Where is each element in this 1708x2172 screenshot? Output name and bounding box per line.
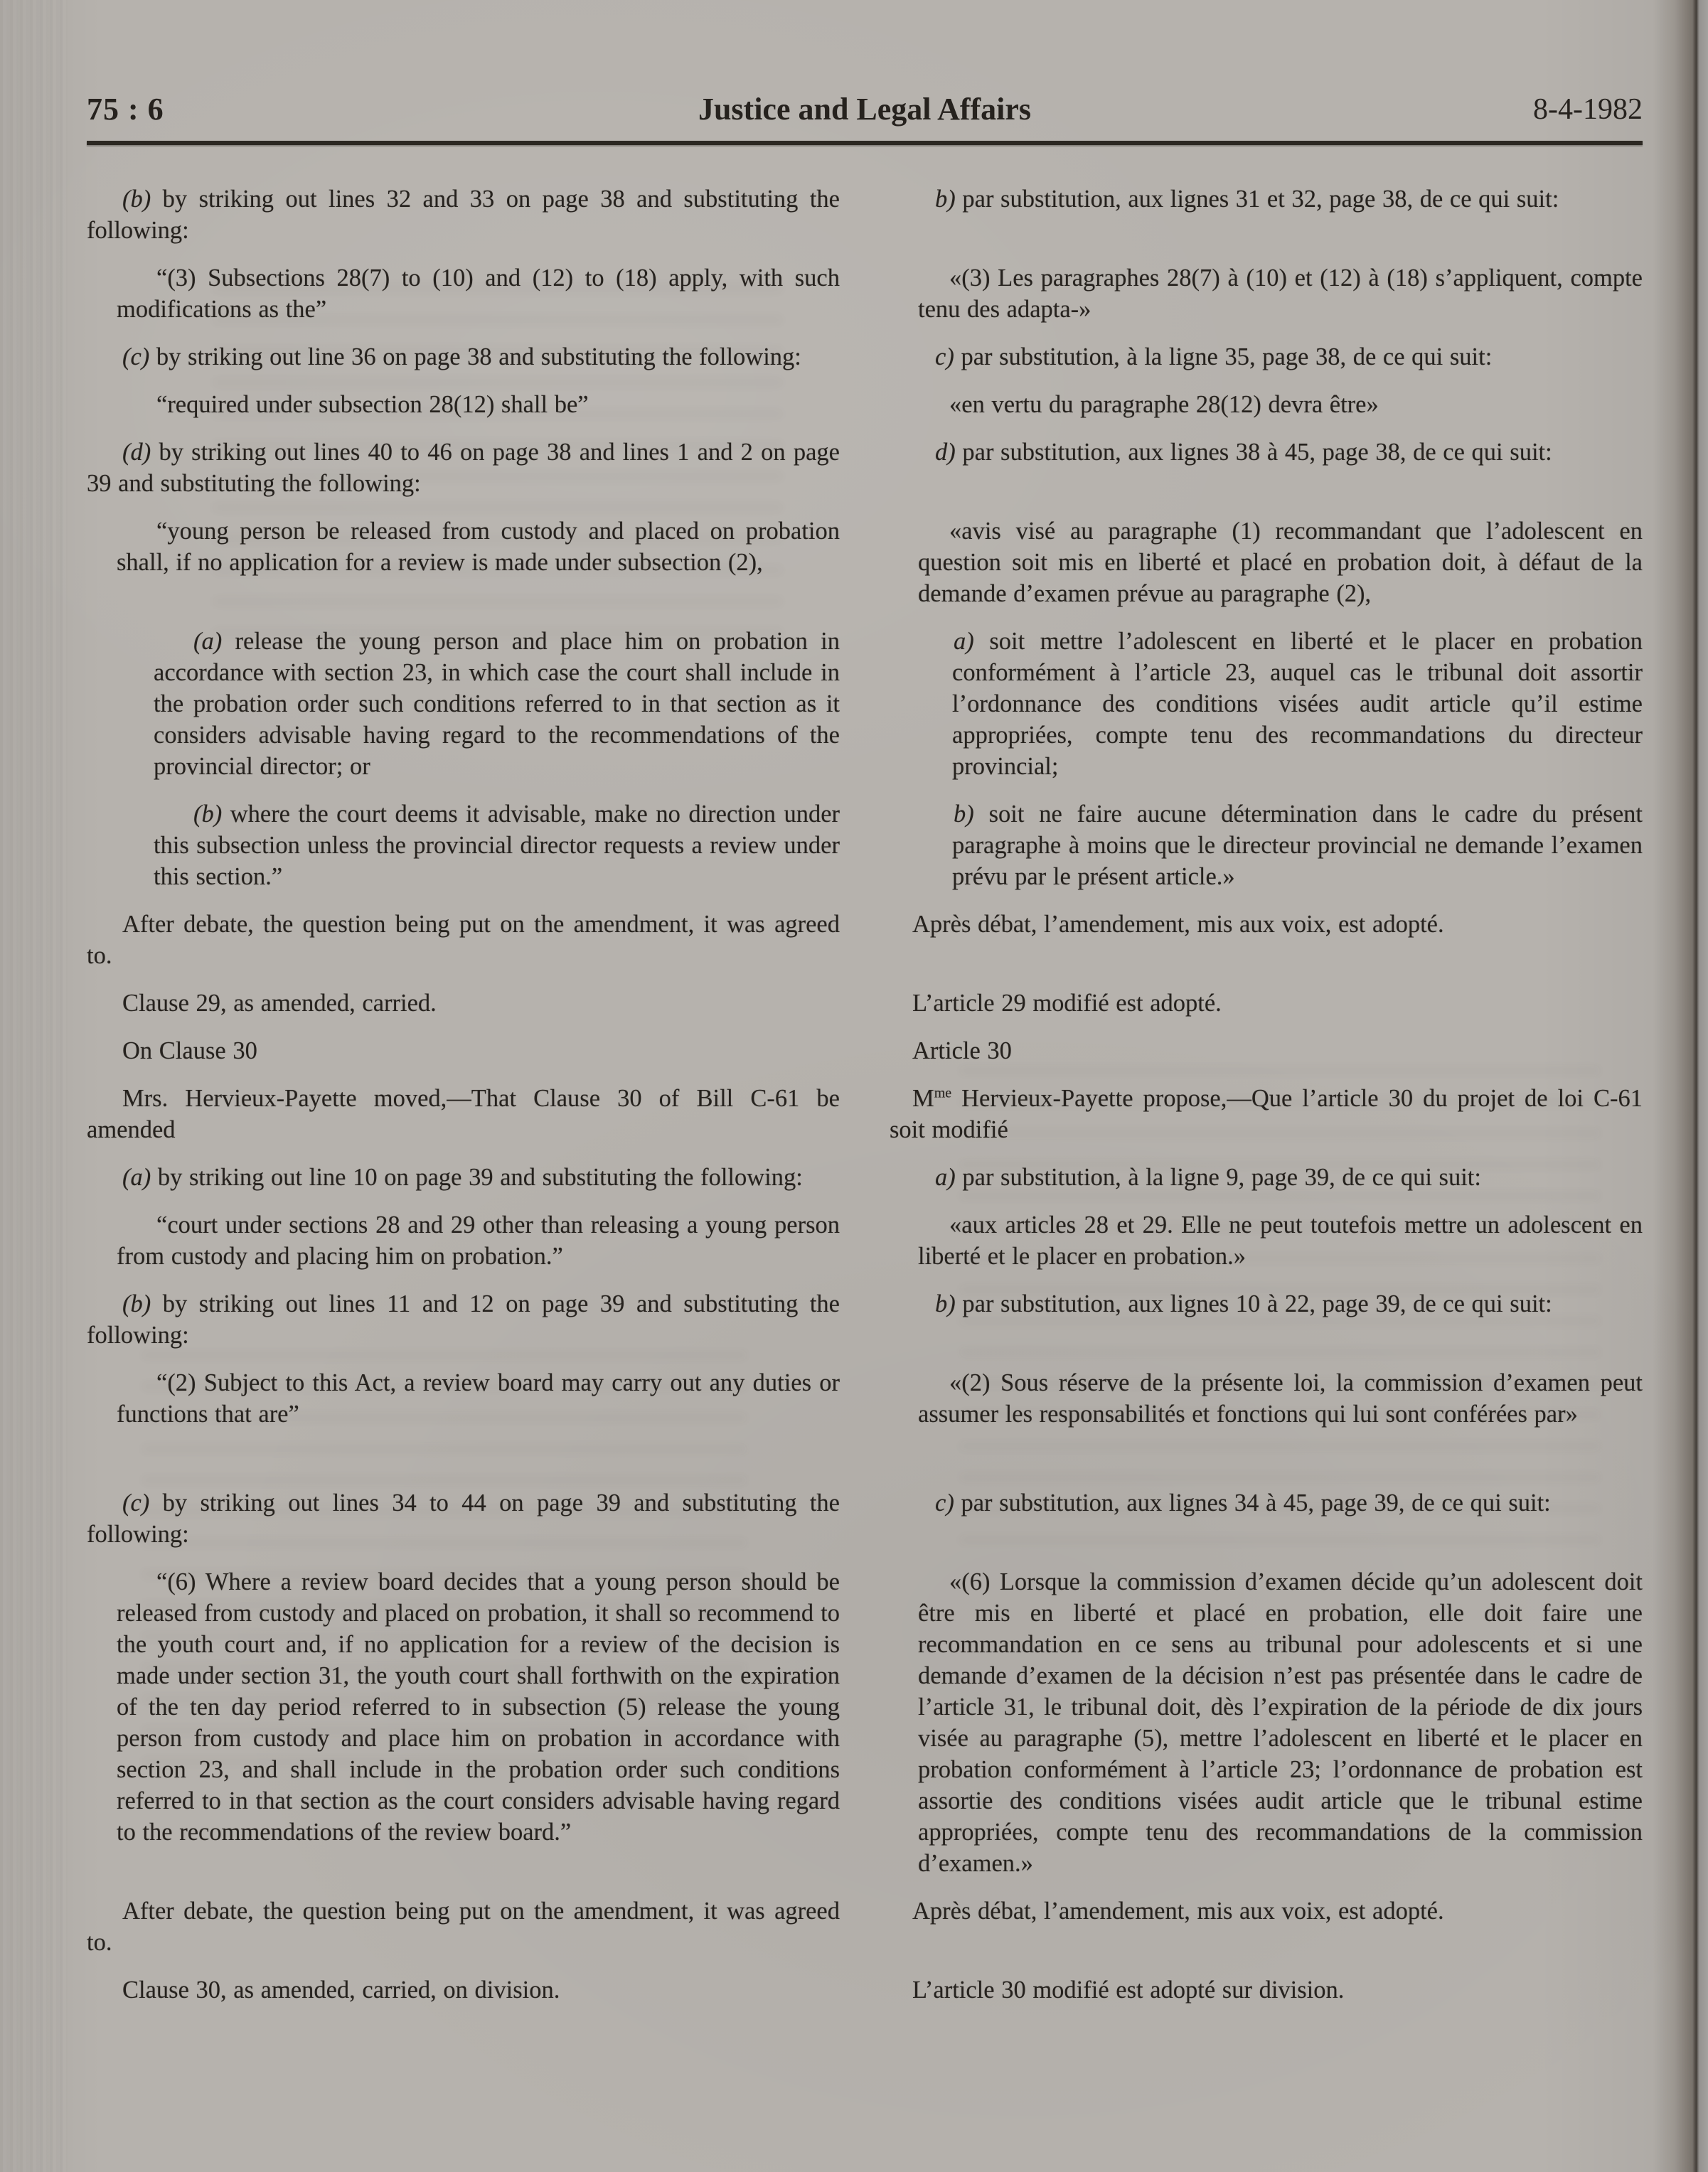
row-15-en (87, 1288, 840, 1351)
paragraph-fr: Après débat, l’amendement, mis aux voix, est adopté. (912, 911, 1444, 938)
row-8-en (87, 798, 840, 892)
row-11-fr (890, 1035, 1643, 1066)
paragraph-fr: «aux articles 28 et 29. Elle ne peut toutefois mettre un adolescent en liberté et le placer en probation.» (918, 1211, 1643, 1270)
page-left-edge (0, 0, 68, 2172)
page-header (87, 91, 1643, 132)
paragraph-fr: c) par substitution, aux lignes 34 à 45, page 39, de ce qui suit: (935, 1489, 1551, 1516)
row-17-fr (890, 1487, 1643, 1519)
paragraph-fr: «(3) Les paragraphes 28(7) à (10) et (12) à (18) s’appliquent, compte tenu des adapta-» (918, 264, 1643, 323)
row-6-en (87, 515, 840, 578)
row-10-en (87, 988, 840, 1019)
row-3-en (87, 341, 840, 373)
paragraph-fr: «(2) Sous réserve de la présente loi, la commission d’examen peut assumer les responsabilités et fonctions qui lui sont conférées par» (918, 1369, 1643, 1428)
row-20-en (87, 1974, 840, 2006)
paragraph-en: “(2) Subject to this Act, a review board may carry out any duties or functions that are” (117, 1369, 840, 1428)
paragraph-en: (b) by striking out lines 11 and 12 on page 39 and substituting the following: (87, 1290, 840, 1349)
row-9-en (87, 909, 840, 971)
row-9-fr (890, 909, 1643, 940)
paragraph-en: Clause 29, as amended, carried. (122, 990, 437, 1017)
paragraph-en: (d) by striking out lines 40 to 46 on page 38 and lines 1 and 2 on page 39 and substituting the following: (87, 439, 840, 497)
row-4-en (87, 389, 840, 420)
paragraph-fr: b) par substitution, aux lignes 10 à 22, page 39, de ce qui suit: (935, 1290, 1552, 1317)
row-7-en (87, 626, 840, 782)
row-1-en (87, 183, 840, 246)
paragraph-fr: «(6) Lorsque la commission d’examen décide qu’un adolescent doit être mis en liberté et placé en probation, elle doit faire une recommandation en ce sens au tribunal pour adolescents et si une demande d’examen de la décision n’est pas présentée dans le cadre de l’article 31, le tribunal doit, dès l’expiration de la période de dix jours visée au paragraphe (5), mettre l’adolescent en liberté et le placer en probation conformément à l’article 23; l’ordonnance de probation est assortie des conditions visées audit article que le tribunal estime appropriées, compte tenu des recommandations de la commission d’examen.» (918, 1568, 1643, 1877)
paragraph-en: (b) where the court deems it advisable, make no direction under this subsection unless the provincial director requests a review under this section.” (154, 801, 840, 890)
paragraph-fr: «avis visé au paragraphe (1) recommandant que l’adolescent en question soit mis en liberté et placé en probation doit, à défaut de la demande d’examen prévue au paragraphe (2), (918, 518, 1643, 607)
row-15-fr (890, 1288, 1643, 1320)
paragraph-fr: d) par substitution, aux lignes 38 à 45, page 38, de ce qui suit: (935, 439, 1552, 466)
paragraph-en: “(3) Subsections 28(7) to (10) and (12) to (18) apply, with such modifications as the” (117, 264, 840, 323)
row-5-en (87, 437, 840, 499)
paragraph-en: “required under subsection 28(12) shall be” (156, 391, 589, 418)
row-17-en (87, 1487, 840, 1550)
row-2-en (87, 262, 840, 325)
row-3-fr (890, 341, 1643, 373)
paragraph-en: “(6) Where a review board decides that a young person should be released from custody and placed on probation, it shall so recommend to the youth court and, if no application for a review of the decision is made under section 31, the youth court shall forthwith on the expiration of the ten day period referred to in subsection (5) release the young person from custody and place him on probation in accordance with section 23, and shall include in the probation order such conditions referred to in that section as the court considers advisable having regard to the recommendations of the review board.” (117, 1568, 840, 1846)
paragraph-en: Mrs. Hervieux-Payette moved,—That Clause 30 of Bill C-61 be amended (87, 1085, 840, 1143)
row-14-fr (890, 1209, 1643, 1272)
row-13-fr (890, 1162, 1643, 1193)
row-7-fr (890, 626, 1643, 782)
paragraph-fr: a) soit mettre l’adolescent en liberté et le placer en probation conformément à l’article 23, auquel cas le tribunal doit assortir l’ordonnance des conditions visées audit article qu’il estime appropriées, compte tenu des recommandations du directeur provincial; (952, 628, 1643, 780)
paragraph-fr: Article 30 (912, 1037, 1012, 1064)
row-19-en (87, 1895, 840, 1958)
paragraph-en: On Clause 30 (122, 1037, 257, 1064)
paragraph-en: (a) release the young person and place him on probation in accordance with section 23, in which case the court shall include in the probation order such conditions referred to in that section as it considers advisable having regard to the recommendations of the provincial director; or (154, 628, 840, 780)
document-columns (87, 183, 1643, 2006)
row-18-fr (890, 1566, 1643, 1879)
row-16-fr (890, 1367, 1643, 1430)
header-date: 8-4-1982 (1533, 93, 1643, 126)
row-19-fr (890, 1895, 1643, 1927)
row-10-fr (890, 988, 1643, 1019)
row-20-fr (890, 1974, 1643, 2006)
row-18-en (87, 1566, 840, 1848)
paragraph-en: Clause 30, as amended, carried, on division. (122, 1976, 560, 2004)
paragraph-fr: b) par substitution, aux lignes 31 et 32, page 38, de ce qui suit: (935, 186, 1559, 213)
row-11-en (87, 1035, 840, 1066)
paragraph-en: After debate, the question being put on the amendment, it was agreed to. (87, 1898, 840, 1956)
row-16-en (87, 1367, 840, 1430)
row-6-fr (890, 515, 1643, 609)
paragraph-en: “young person be released from custody and placed on probation shall, if no application for a review is made under subsection (2), (117, 518, 840, 576)
paragraph-en: (c) by striking out line 36 on page 38 and substituting the following: (122, 343, 801, 370)
page-number: 75 : 6 (87, 92, 164, 127)
row-1-fr (890, 183, 1643, 215)
paragraph-en: After debate, the question being put on the amendment, it was agreed to. (87, 911, 840, 969)
paragraph-en: (c) by striking out lines 34 to 44 on page 39 and substituting the following: (87, 1489, 840, 1548)
row-12-fr (890, 1083, 1643, 1145)
row-13-en (87, 1162, 840, 1193)
row-8-fr (890, 798, 1643, 892)
paragraph-fr: L’article 30 modifié est adopté sur division. (912, 1976, 1345, 2004)
paragraph-fr: Après débat, l’amendement, mis aux voix, est adopté. (912, 1898, 1444, 1925)
paragraph-en: (a) by striking out line 10 on page 39 and substituting the following: (122, 1164, 803, 1191)
row-4-fr (890, 389, 1643, 420)
paragraph-fr: L’article 29 modifié est adopté. (912, 990, 1222, 1017)
page-title: Justice and Legal Affairs (698, 92, 1032, 127)
row-5-fr (890, 437, 1643, 468)
row-14-en (87, 1209, 840, 1272)
row-12-en (87, 1083, 840, 1145)
paragraph-fr: c) par substitution, à la ligne 35, page 38, de ce qui suit: (935, 343, 1493, 370)
page-binding-edge (1653, 0, 1708, 2172)
paragraph-fr: $M^{me}$ Hervieux-Payette propose,—Que l’article 30 du projet de loi C-61 soit modifié (890, 1085, 1643, 1143)
row-2-fr (890, 262, 1643, 325)
paragraph-en: “court under sections 28 and 29 other than releasing a young person from custody and placing him on probation.” (117, 1211, 840, 1270)
paragraph-fr: a) par substitution, à la ligne 9, page 39, de ce qui suit: (935, 1164, 1481, 1191)
paragraph-fr: b) soit ne faire aucune détermination dans le cadre du présent paragraphe à moins que le directeur provincial ne demande l’examen prévu par le présent article.» (952, 801, 1643, 890)
paragraph-en: (b) by striking out lines 32 and 33 on page 38 and substituting the following: (87, 186, 840, 244)
header-rule (87, 141, 1643, 145)
paragraph-fr: «en vertu du paragraphe 28(12) devra être» (949, 391, 1379, 418)
